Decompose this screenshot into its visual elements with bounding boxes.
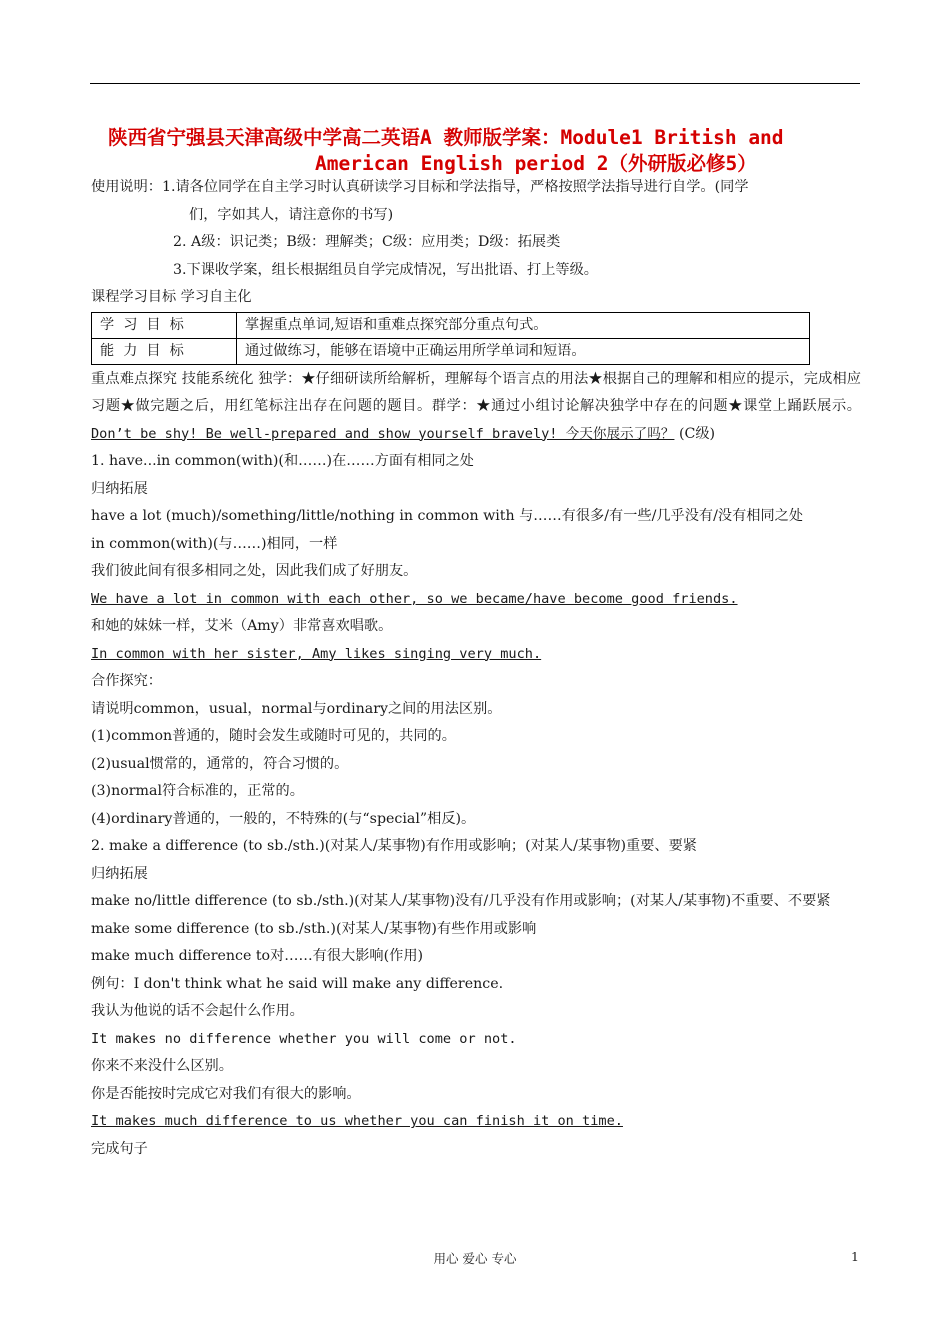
goals-heading: 课程学习目标 学习自主化 [91,289,252,305]
section1-cn2: 和她的妹妹一样，艾米（Amy）非常喜欢唱歌。 [91,618,393,634]
table-row [92,338,810,364]
section1-heading: 1. have...in common(with)(和……)在……方面有相同之处 [91,453,474,469]
section2-example1-cn: 我认为他说的话不会起什么作用。 [91,1003,304,1019]
instructions-line1: 使用说明：1.请各位同学在自主学习时认真研读学习目标和学法指导，严格按照学法指导进行自学。(同学 [91,179,749,195]
instructions-line3: 3.下课收学案，组长根据组员自学完成情况，写出批语、打上等级。 [173,261,598,278]
page-number: 1 [851,1249,859,1264]
instructions-line1b: 们，字如其人，请注意你的书写) [189,206,394,223]
section2-expand2: make some difference (to sb./sth.)(对某人/某事物)有些作用或影响 [91,920,537,937]
section2-example-label: 例句：I don't think what he said will make any difference. [91,975,504,992]
section2-example3-en: It makes much difference to us whether you can finish it on time. [91,1113,623,1129]
section1-expand2: in common(with)(与……)相同，一样 [91,535,338,552]
instructions-line2: 2. A级：识记类；B级：理解类；C级：应用类；D级：拓展类 [173,234,561,250]
goal-value: 掌握重点单词,短语和重难点探究部分重点句式。 [237,312,810,338]
page-footer: 用心 爱心 专心 [433,1251,517,1266]
section1-coop-question: 请说明common，usual，normal与ordinary之间的用法区别。 [91,700,502,717]
section2-example3-cn: 你是否能按时完成它对我们有很大的影响。 [91,1085,361,1102]
doc-title-line1: 陕西省宁强县天津高级中学高二英语A 教师版学案：Module1 British and [108,126,784,149]
section2-heading: 2. make a difference (to sb./sth.)(对某人/某事物)有作用或影响；(对某人/某事物)重要、要紧 [91,838,697,854]
section2-example2-cn: 你来不来没什么区别。 [91,1058,233,1074]
section1-en2: In common with her sister, Amy likes singing very much. [91,645,542,662]
document-body [91,174,861,1163]
header-rule [90,83,860,84]
section1-summary-label: 归纳拓展 [91,480,148,497]
section2-example2-en: It makes no difference whether you will come or not. [91,1030,517,1047]
section2-expand1: make no/little difference (to sb./sth.)(对某人/某事物)没有/几乎没有作用或影响；(对某人/某事物)不重要、不要紧 [91,893,831,909]
goal-value: 通过做练习，能够在语境中正确运用所学单词和短语。 [237,338,810,364]
goals-table [91,312,810,365]
section1-en1: We have a lot in common with each other, so we became/have become good friends. [91,590,738,607]
section1-def2: (2)usual惯常的，通常的，符合习惯的。 [91,755,349,772]
intro-slogan: Don’t be shy! Be well-prepared and show yourself bravely! 今天你展示了吗？ [91,425,675,442]
section1-expand1: have a lot (much)/something/little/nothing in common with 与……有很多/有一些/几乎没有/没有相同之处 [91,508,804,524]
table-row [92,312,810,338]
section1-coop-label: 合作探究： [91,673,162,689]
section2-summary-label: 归纳拓展 [91,865,148,882]
doc-title-line2: American English period 2（外研版必修5） [315,152,757,175]
intro-text: 重点难点探究 技能系统化 独学：★仔细研读所给解析，理解每个语言点的用法★根据自己的理解和相应的提示，完成相应习题★做完题之后，用红笔标注出存在问题的题目。群学：★通过小组讨论解决独学中存在的问题★课堂上踊跃展示。 [91,370,861,414]
goal-key: 学习目标 [92,312,237,338]
intro-level: (C级) [674,425,716,442]
intro-paragraph [91,366,861,449]
goal-key: 能力目标 [92,338,237,364]
section1-def4: (4)ordinary普通的，一般的，不特殊的(与“special”相反)。 [91,810,476,827]
section1-def3: (3)normal符合标准的，正常的。 [91,783,304,799]
section1-cn1: 我们彼此间有很多相同之处，因此我们成了好朋友。 [91,563,418,579]
section1-def1: (1)common普通的，随时会发生或随时可见的，共同的。 [91,728,456,744]
section2-complete-label: 完成句子 [91,1140,148,1157]
section2-expand3: make much difference to对……有很大影响(作用) [91,948,424,964]
